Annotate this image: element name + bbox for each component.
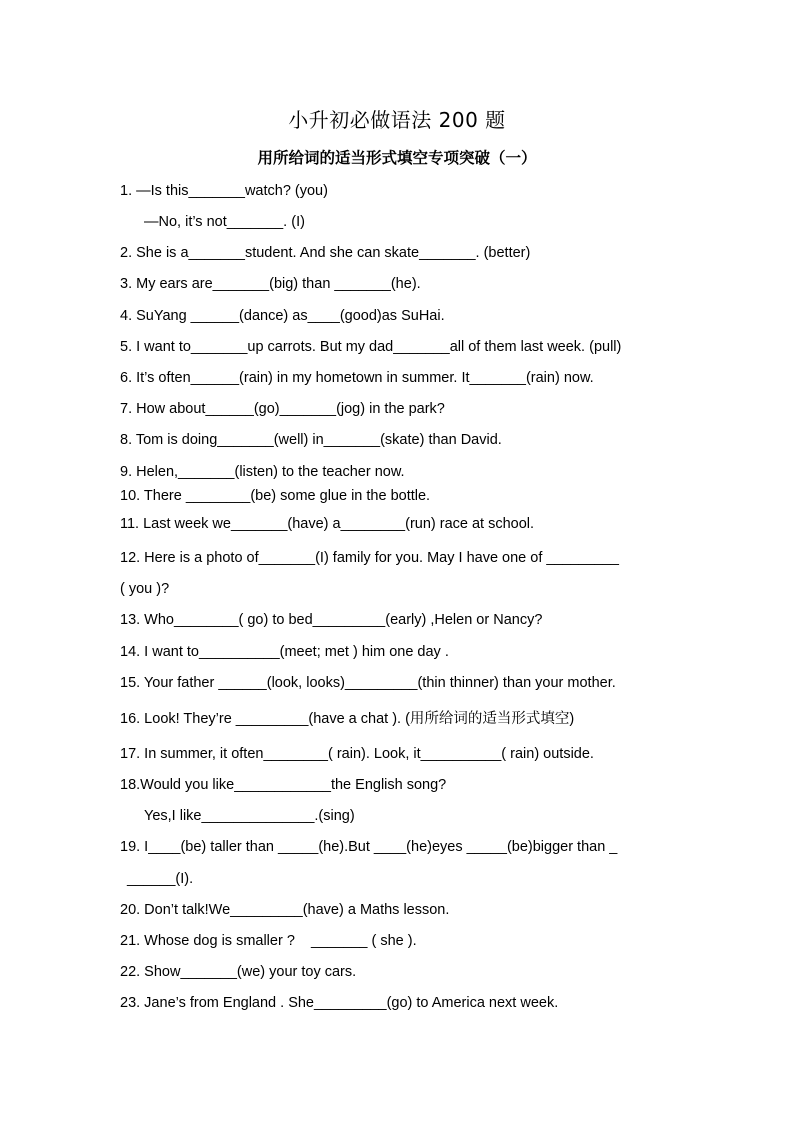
question-line: 10. There ________(be) some glue in the bottle.: [120, 488, 431, 504]
question-line: 21. Whose dog is smaller ? _______ ( she ).: [120, 933, 417, 949]
question-line: 1. —Is this_______watch? (you): [120, 183, 328, 199]
question-line: 6. It’s often______(rain) in my hometown in summer. It_______(rain) now.: [120, 370, 594, 386]
document-title: 小升初必做语法 200 题: [288, 108, 506, 132]
question-line: ( you )?: [120, 581, 170, 597]
question-line: ______(I).: [127, 871, 194, 887]
question-line: 4. SuYang ______(dance) as____(good)as SuHai.: [120, 308, 445, 324]
question-line: 16. Look! They’re _________(have a chat ). (用所给词的适当形式填空): [120, 711, 575, 727]
question-line: 20. Don’t talk!We_________(have) a Maths lesson.: [120, 902, 450, 918]
question-line: 5. I want to_______up carrots. But my dad_______all of them last week. (pull): [120, 339, 622, 355]
question-line: —No, it’s not_______. (I): [144, 214, 305, 230]
question-line: 17. In summer, it often________( rain). Look, it__________( rain) outside.: [120, 746, 594, 762]
question-line: 12. Here is a photo of_______(I) family for you. May I have one of _________: [120, 550, 619, 566]
question-line: 22. Show_______(we) your toy cars.: [120, 964, 357, 980]
question-line: 8. Tom is doing_______(well) in_______(skate) than David.: [120, 432, 502, 448]
question-line: 15. Your father ______(look, looks)_________(thin thinner) than your mother.: [120, 675, 616, 691]
question-line: 19. I____(be) taller than _____(he).But ____(he)eyes _____(be)bigger than _: [120, 839, 618, 855]
question-line: 18.Would you like____________the English song?: [120, 777, 447, 793]
question-line: 3. My ears are_______(big) than _______(he).: [120, 276, 421, 292]
document-subtitle: 用所给词的适当形式填空专项突破（一）: [257, 149, 537, 167]
question-line: 13. Who________( go) to bed_________(early) ,Helen or Nancy?: [120, 612, 543, 628]
question-line: Yes,I like______________.(sing): [144, 808, 355, 824]
question-line: 11. Last week we_______(have) a________(run) race at school.: [120, 516, 535, 532]
question-line: 7. How about______(go)_______(jog) in the park?: [120, 401, 445, 417]
question-line: 9. Helen,_______(listen) to the teacher now.: [120, 464, 405, 480]
question-line: 23. Jane’s from England . She_________(go) to America next week.: [120, 995, 559, 1011]
question-line: 14. I want to__________(meet; met ) him one day .: [120, 644, 449, 660]
question-line: 2. She is a_______student. And she can skate_______. (better): [120, 245, 531, 261]
